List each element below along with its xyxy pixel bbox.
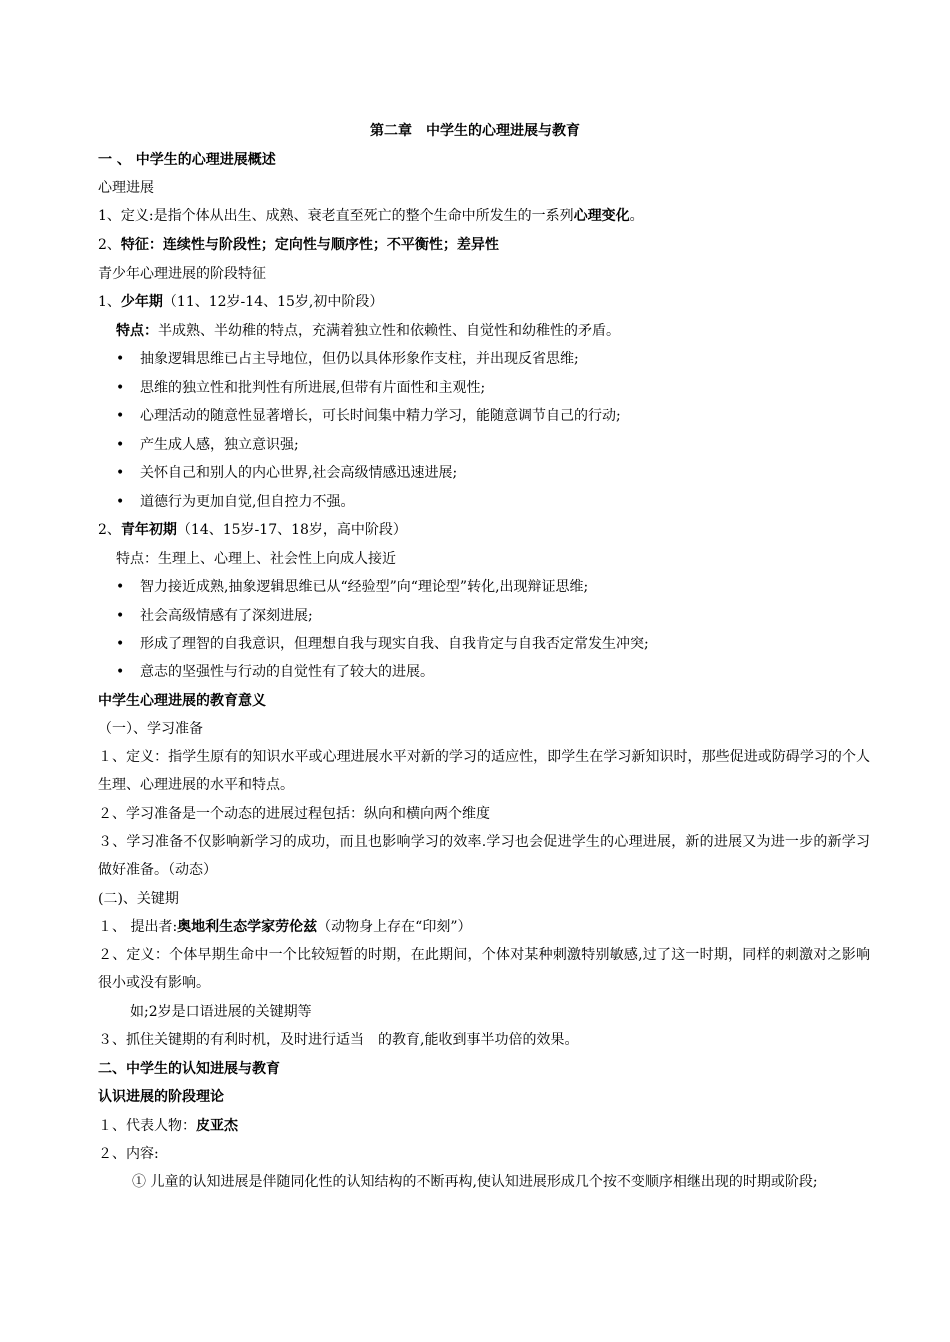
paragraph xyxy=(98,1116,238,1136)
list-item-text: 道德行为更加自觉,但自控力不强。 xyxy=(140,494,355,510)
paragraph xyxy=(98,917,472,937)
text-bold: 奥地利生态学家劳伦兹 xyxy=(177,919,318,935)
text-bold: 少年期 xyxy=(120,294,163,310)
paragraph xyxy=(98,206,644,226)
list-item-text: 关怀自己和别人的内心世界,社会高级情感迅速进展; xyxy=(140,465,458,481)
list-item: • 意志的坚强性与行动的自觉性有了较大的进展。 xyxy=(116,664,434,680)
text-bold: 特征：连续性与阶段性；定向性与顺序性；不平衡性；差异性 xyxy=(120,237,499,253)
paragraph xyxy=(98,520,407,540)
paragraph: １、定义：指学生原有的知识水平或心理进展水平对新的学习的适应性，即学生在学习新知识时，那些促进或防碍学习的个人生理、心理进展的水平和特点。 xyxy=(98,749,870,793)
paragraph: ① 儿童的认知进展是伴随同化性的认知结构的不断再构,使认知进展形成几个按不变顺序相继出现的时期或阶段; xyxy=(132,1174,818,1190)
text: １、 提出者: xyxy=(98,919,178,935)
text: （14、15岁-17、18岁，高中阶段） xyxy=(176,522,407,538)
paragraph: ２、学习准备是一个动态的进展过程包括：纵向和横向两个维度 xyxy=(98,806,490,822)
paragraph: ２、内容: xyxy=(98,1146,159,1162)
list-item: • 社会高级情感有了深刻进展; xyxy=(116,608,313,624)
subheading: 青少年心理进展的阶段特征 xyxy=(98,266,266,282)
list-item: • 产生成人感，独立意识强; xyxy=(116,437,299,453)
text: 2、 xyxy=(98,237,121,253)
list-item: • 形成了理智的自我意识，但理想自我与现实自我、自我肯定与自我否定常发生冲突; xyxy=(116,636,649,652)
text: 。 xyxy=(629,208,644,224)
paragraph xyxy=(116,321,620,341)
subheading: 心理进展 xyxy=(98,180,154,196)
text-bold: 皮亚杰 xyxy=(196,1118,238,1134)
list-item-text: 思维的独立性和批判性有所进展,但带有片面性和主观性; xyxy=(140,380,486,396)
list-item-text: 心理活动的随意性显著增长，可长时间集中精力学习，能随意调节自己的行动; xyxy=(140,408,621,424)
paragraph: ３、学习准备不仅影响新学习的成功，而且也影响学习的效率.学习也会促进学生的心理进展，新的进展又为进一步的新学习做好准备。（动态） xyxy=(98,834,870,878)
list-item: • 智力接近成熟,抽象逻辑思维已从“经验型”向“理论型”转化,出现辩证思维; xyxy=(116,579,589,595)
text-bold: 特点： xyxy=(116,323,158,339)
paragraph: 特点：生理上、心理上、社会性上向成人接近 xyxy=(116,551,396,567)
text: 半成熟、半幼稚的特点，充满着独立性和依赖性、自觉性和幼稚性的矛盾。 xyxy=(158,323,620,339)
text: （11、12岁-14、15岁,初中阶段） xyxy=(162,294,384,310)
list-item-text: 产生成人感，独立意识强; xyxy=(140,437,299,453)
paragraph: ２、定义：个体早期生命中一个比较短暂的时期，在此期间，个体对某种刺激特别敏感,过了这一时期，同样的刺激对之影响很小或没有影响。 xyxy=(98,947,870,991)
list-item-text: 社会高级情感有了深刻进展; xyxy=(140,608,313,624)
subheading: (二)、关键期 xyxy=(98,891,179,907)
text: １、代表人物： xyxy=(98,1118,196,1134)
section-heading: 一 、 中学生的心理进展概述 xyxy=(98,152,276,168)
example-text: 如;2岁是口语进展的关键期等 xyxy=(130,1004,312,1020)
list-item-text: 抽象逻辑思维已占主导地位，但仍以具体形象作支柱，并出现反省思维; xyxy=(140,351,579,367)
list-item: • 抽象逻辑思维已占主导地位，但仍以具体形象作支柱，并出现反省思维; xyxy=(116,351,579,367)
subheading: （一）、学习准备 xyxy=(98,721,203,737)
paragraph xyxy=(98,292,383,312)
list-item-text: 智力接近成熟,抽象逻辑思维已从“经验型”向“理论型”转化,出现辩证思维; xyxy=(140,579,589,595)
section-heading: 中学生心理进展的教育意义 xyxy=(98,693,266,709)
paragraph: ３、抓住关键期的有利时机，及时进行适当 的教育,能收到事半功倍的效果。 xyxy=(98,1032,579,1048)
text: （动物身上存在“印刻”） xyxy=(317,919,472,935)
list-item-text: 意志的坚强性与行动的自觉性有了较大的进展。 xyxy=(140,664,434,680)
paragraph xyxy=(98,235,499,255)
subheading: 认识进展的阶段理论 xyxy=(98,1089,224,1105)
list-item: • 心理活动的随意性显著增长，可长时间集中精力学习，能随意调节自己的行动; xyxy=(116,408,621,424)
section-heading: 二、中学生的认知进展与教育 xyxy=(98,1061,280,1077)
text: 1、定义:是指个体从出生、成熟、衰老直至死亡的整个生命中所发生的一系列 xyxy=(98,208,574,224)
text: 2、 xyxy=(98,522,121,538)
text-bold: 心理变化 xyxy=(573,208,630,224)
page-title: 第二章 中学生的心理进展与教育 xyxy=(370,123,580,139)
list-item-text: 形成了理智的自我意识，但理想自我与现实自我、自我肯定与自我否定常发生冲突; xyxy=(140,636,649,652)
text: 1、 xyxy=(98,294,121,310)
list-item: • 道德行为更加自觉,但自控力不强。 xyxy=(116,494,355,510)
text-bold: 青年初期 xyxy=(120,522,177,538)
list-item: • 思维的独立性和批判性有所进展,但带有片面性和主观性; xyxy=(116,380,486,396)
list-item: • 关怀自己和别人的内心世界,社会高级情感迅速进展; xyxy=(116,465,458,481)
